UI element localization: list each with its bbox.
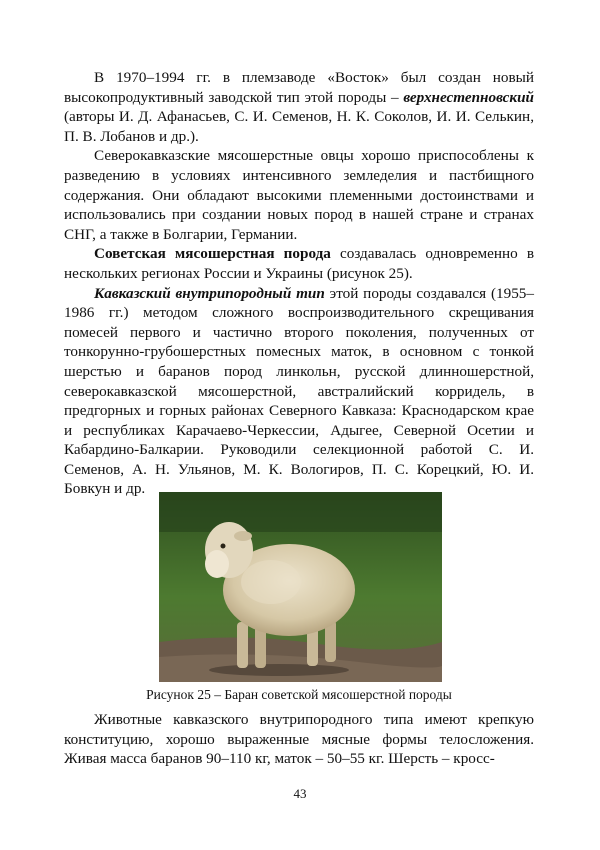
emphasis-verkhnestepnovsky: верхнестепновский	[403, 88, 534, 106]
sheep-leg	[237, 622, 248, 668]
text-block-bottom	[64, 710, 534, 769]
paragraph-1: В 1970–1994 гг. в племзаводе «Восток» был создан новый высокопродуктивный заводской тип этой породы – верхнестепновский (авторы И. Д. Афанасьев, С. И. Семенов, Н. К. Соколов, И. И. Селькин, П. В. Лобанов и др.).	[64, 69, 534, 145]
paragraph-5: Животные кавказского внутрипородного типа имеют крепкую конституцию, хорошо выраженные мясные формы телосложения. Живая масса баранов 90–110 кг, маток – 50–55 кг. Шерсть – кросс-	[64, 711, 534, 768]
dark-foliage	[159, 492, 442, 532]
page-number: 43	[293, 786, 307, 801]
sheep-shadow	[209, 664, 349, 676]
sheep-ear	[234, 531, 252, 541]
paragraph-2: Северокавказские мясошерстные овцы хорошо приспособлены к разведению в условиях интенсивного земледелия и пастбищного содержания. Они обладают высокими племенными достоинствами и использовались при создании новых пород в нашей стране и странах СНГ, а также в Болгарии, Германии.	[64, 147, 534, 243]
text-block-top	[64, 68, 534, 499]
term-sovetskaya-poroda: Советская мясошерстная порода	[94, 245, 331, 263]
sheep-photo	[159, 492, 442, 682]
term-kavkazsky-tip: Кавказский внутрипородный тип	[94, 284, 325, 302]
paragraph-4: Кавказский внутрипородный тип этой породы создавался (1955–1986 гг.) методом сложного воспроизводительного скрещивания помесей первого и частично второго поколения, полученных от тонкорунно-грубошерстных помесных маток, в основном с тонкой шерстью и баранов пород линкольн, русской длинношерстной, северокавказской мясошерстной, австралийский корридель, в предгорных и горных районах Северного Кавказа: Краснодарском крае и республиках Карачаево-Черкессии, Адыгее, Северной Осетии и Кабардино-Балкарии. Руководили селекционной работой С. И. Семенов, А. Н. Ульянов, М. К. Вологиров, П. С. Корецкий, Ю. И. Бовкун и др.	[64, 284, 534, 498]
paragraph-3: Советская мясошерстная порода создавалась одновременно в нескольких регионах России и Украины (рисунок 25).	[64, 245, 534, 282]
sheep-eye	[221, 544, 226, 549]
figure-caption: Рисунок 25 – Баран советской мясошерстной породы	[146, 687, 452, 702]
